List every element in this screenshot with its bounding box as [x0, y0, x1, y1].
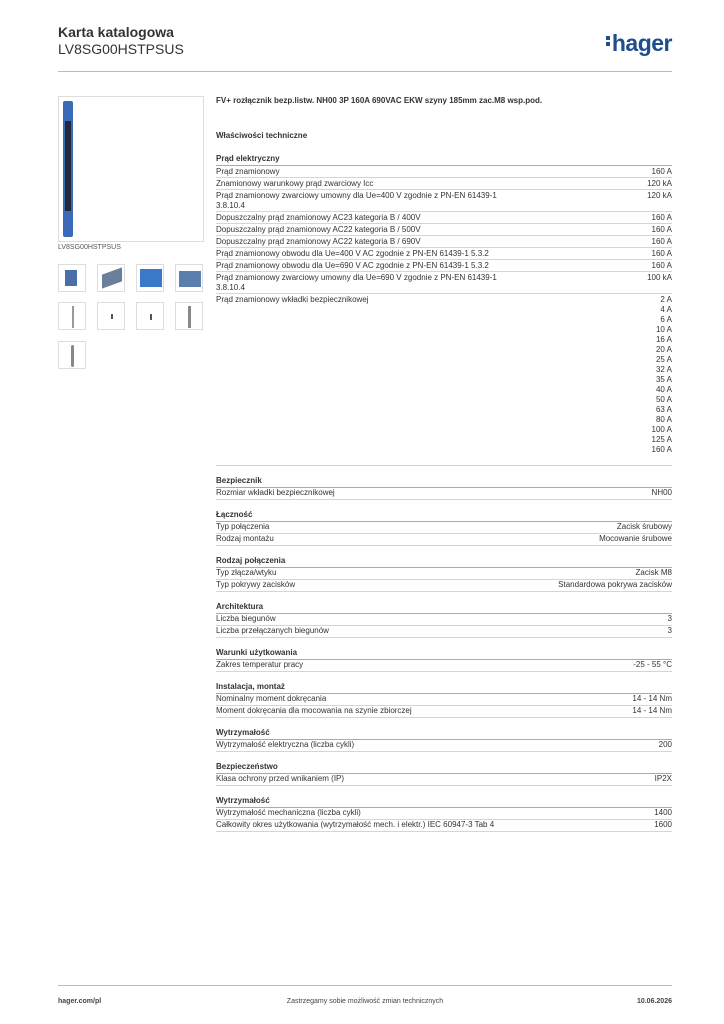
group-title: Wytrzymałość [216, 796, 672, 808]
spec-value: IP2X [654, 774, 672, 783]
thumbnail-5[interactable] [58, 302, 86, 330]
spec-row [216, 178, 672, 190]
spec-value: Standardowa pokrywa zacisków [558, 580, 672, 589]
spec-value: 100 A [651, 424, 672, 434]
thumbnail-2[interactable] [97, 264, 125, 292]
spec-row [216, 820, 672, 832]
spec-label: Rozmiar wkładki bezpiecznikowej [216, 488, 335, 497]
spec-row [216, 580, 672, 592]
spec-label: Prąd znamionowy wkładki bezpiecznikowej [216, 294, 369, 304]
spec-value: 25 A [655, 354, 672, 364]
spec-label: Liczba przełączanych biegunów [216, 626, 329, 635]
spec-value: 3 [667, 626, 672, 635]
spec-row [216, 522, 672, 534]
spec-value: NH00 [651, 488, 672, 497]
spec-value: 120 kA [647, 178, 672, 188]
spec-value: Zacisk M8 [635, 568, 672, 577]
tech-heading: Właściwości techniczne [216, 131, 308, 140]
page-footer [58, 985, 672, 1005]
product-code: LV8SG00HSTPSUS [58, 41, 184, 57]
image-caption: LV8SG00HSTPSUS [58, 244, 121, 251]
spec-value: 40 A [655, 384, 672, 394]
spec-value: 20 A [655, 344, 672, 354]
spec-value: Zacisk śrubowy [616, 522, 672, 531]
spec-label: Prąd znamionowy obwodu dla Ue=690 V AC zgodnie z PN-EN 61439-1 5.3.2 [216, 260, 489, 270]
spec-value: 1600 [654, 820, 672, 829]
spec-row [216, 212, 672, 224]
spec-value: 160 A [651, 248, 672, 258]
spec-value: 160 A [651, 212, 672, 222]
spec-value: -25 - 55 °C [633, 660, 672, 669]
spec-row [216, 166, 672, 178]
spec-row [216, 660, 672, 672]
spec-row [216, 568, 672, 580]
page-header [58, 24, 672, 68]
spec-label: Klasa ochrony przed wnikaniem (IP) [216, 774, 345, 783]
spec-value: 160 A [651, 166, 672, 176]
footer-disclaimer: Zastrzegamy sobie możliwość zmian technicznych [286, 998, 444, 1005]
spec-value: 160 A [651, 224, 672, 234]
spec-label: Wytrzymałość mechaniczna (liczba cykli) [216, 808, 361, 817]
spec-row [216, 614, 672, 626]
group-title: Łączność [216, 510, 672, 522]
spec-row [216, 488, 672, 500]
spec-row [216, 808, 672, 820]
thumbnail-3[interactable] [136, 264, 164, 292]
spec-value: 10 A [655, 324, 672, 334]
spec-row [216, 694, 672, 706]
spec-value: 6 A [660, 314, 672, 324]
thumbnail-7[interactable] [136, 302, 164, 330]
thumbnail-8[interactable] [175, 302, 203, 330]
spec-label: Zakres temperatur pracy [216, 660, 304, 669]
spec-value: 125 A [651, 434, 672, 444]
product-image[interactable] [58, 96, 204, 242]
document-title: Karta katalogowa [58, 24, 174, 40]
group-title: Bezpiecznik [216, 476, 672, 488]
spec-label: Typ połączenia [216, 522, 270, 531]
spec-label: Znamionowy warunkowy prąd zwarciowy Icc [216, 178, 374, 188]
footer-date: 10.06.2026 [636, 998, 672, 1005]
spec-row [216, 706, 672, 718]
spec-content [216, 96, 672, 832]
spec-row-list [216, 294, 672, 466]
spec-row [216, 236, 672, 248]
spec-value: 32 A [655, 364, 672, 374]
spec-row [216, 260, 672, 272]
spec-value: 100 kA [647, 272, 672, 282]
spec-label: Wytrzymałość elektryczna (liczba cykli) [216, 740, 355, 749]
spec-value: 200 [658, 740, 672, 749]
group-title: Warunki użytkowania [216, 648, 672, 660]
group-title: Bezpieczeństwo [216, 762, 672, 774]
spec-value: Mocowanie śrubowe [599, 534, 672, 543]
spec-value-list [652, 295, 672, 455]
spec-label: Nominalny moment dokręcania [216, 694, 327, 703]
group-title: Wytrzymałość [216, 728, 672, 740]
spec-value: 35 A [655, 374, 672, 384]
group-title: Prąd elektryczny [216, 154, 672, 166]
spec-row [216, 534, 672, 546]
spec-value: 160 A [651, 260, 672, 270]
hager-logo: hager [606, 30, 672, 57]
spec-label: Typ złącza/wtyku [216, 568, 277, 577]
spec-row [216, 626, 672, 638]
group-title: Rodzaj połączenia [216, 556, 672, 568]
thumbnail-9[interactable] [58, 341, 86, 369]
spec-value: 3 [667, 614, 672, 623]
spec-value: 2 A [660, 294, 672, 304]
spec-groups [216, 154, 672, 832]
thumbnail-6[interactable] [97, 302, 125, 330]
spec-value: 160 A [651, 444, 672, 454]
spec-value: 1400 [654, 808, 672, 817]
spec-label: Rodzaj montażu [216, 534, 274, 543]
spec-label: Typ pokrywy zacisków [216, 580, 296, 589]
header-divider [58, 71, 672, 72]
group-title: Instalacja, montaż [216, 682, 672, 694]
spec-value: 4 A [660, 304, 672, 314]
spec-value: 63 A [655, 404, 672, 414]
product-title: FV+ rozłącznik bezp.listw. NH00 3P 160A 690VAC EKW szyny 185mm zac.M8 wsp.pod. [216, 96, 543, 105]
spec-row [216, 224, 672, 236]
spec-value: 120 kA [647, 190, 672, 200]
thumbnail-1[interactable] [58, 264, 86, 292]
thumbnail-4[interactable] [175, 264, 203, 292]
spec-row [216, 774, 672, 786]
spec-label: Dopuszczalny prąd znamionowy AC22 kategoria B / 690V [216, 236, 421, 246]
spec-label: Dopuszczalny prąd znamionowy AC23 kategoria B / 400V [216, 212, 421, 222]
spec-value: 14 - 14 Nm [632, 694, 672, 703]
spec-label: Prąd znamionowy zwarciowy umowny dla Ue=400 V zgodnie z PN-EN 61439-1 3.8.10.4 [216, 190, 497, 210]
spec-value: 160 A [651, 236, 672, 246]
spec-label: Prąd znamionowy obwodu dla Ue=400 V AC zgodnie z PN-EN 61439-1 5.3.2 [216, 248, 489, 258]
spec-label: Liczba biegunów [216, 614, 276, 623]
spec-value: 50 A [655, 394, 672, 404]
spec-label: Całkowity okres użytkowania (wytrzymałość mech. i elektr.) IEC 60947-3 Tab 4 [216, 820, 495, 829]
spec-row [216, 190, 672, 212]
spec-label: Prąd znamionowy zwarciowy umowny dla Ue=690 V zgodnie z PN-EN 61439-1 3.8.10.4 [216, 272, 497, 292]
group-title: Architektura [216, 602, 672, 614]
spec-value: 80 A [655, 414, 672, 424]
spec-label: Dopuszczalny prąd znamionowy AC22 kategoria B / 500V [216, 224, 421, 234]
spec-value: 16 A [655, 334, 672, 344]
spec-row [216, 740, 672, 752]
product-device-icon [63, 101, 73, 237]
spec-label: Prąd znamionowy [216, 166, 280, 176]
footer-website[interactable]: hager.com/pl [58, 998, 102, 1005]
spec-row [216, 272, 672, 294]
logo-dots-icon [606, 34, 610, 48]
spec-value: 14 - 14 Nm [632, 706, 672, 715]
spec-row [216, 248, 672, 260]
spec-label: Moment dokręcania dla mocowania na szynie zbiorczej [216, 706, 412, 715]
